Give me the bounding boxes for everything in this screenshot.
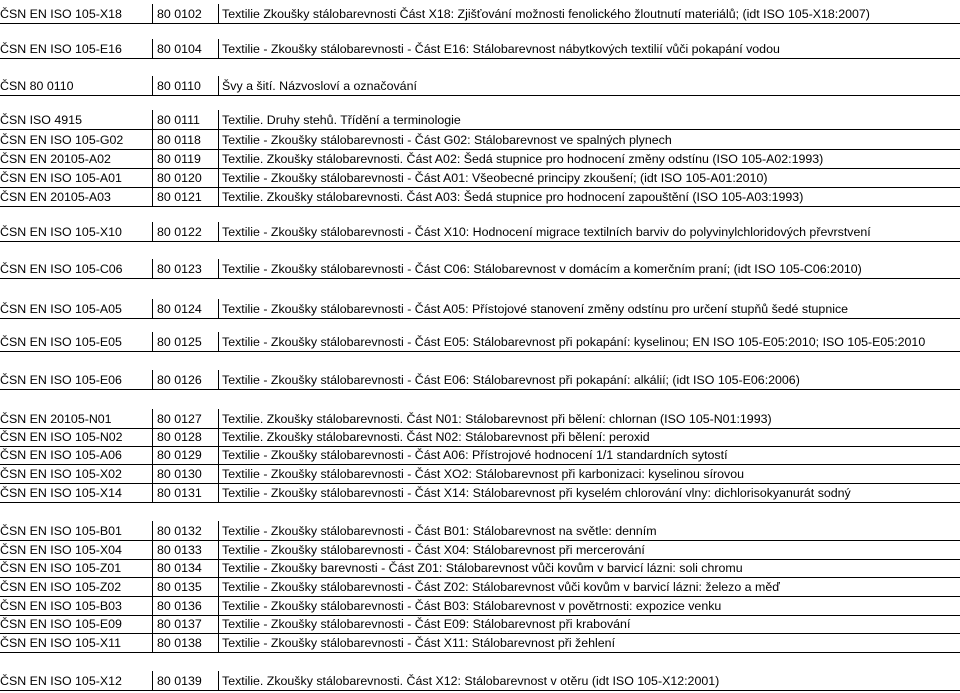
- table-row: [0, 300, 960, 318]
- standard-title: Textilie - Zkoušky stálobarevnosti - Část X14: Stálobarevnost při kyselém chlorování vlny: dichlorisokyanurát sodný: [222, 486, 851, 500]
- classification-number: 80 0134: [157, 559, 217, 577]
- standard-title: Textilie - Zkoušky stálobarevnosti - Část X10: Hodnocení migrace textilních barviv do polyvinylchloridových převrstvení: [222, 225, 871, 239]
- classification-number: 80 0111: [157, 111, 217, 129]
- table-row: [0, 333, 960, 351]
- standard-code: ČSN EN ISO 105-X11: [0, 634, 150, 652]
- standard-title: Textilie. Druhy stehů. Třídění a terminologie: [222, 113, 461, 127]
- standard-code: ČSN EN ISO 105-X14: [0, 484, 150, 502]
- standard-title: Textilie - Zkoušky stálobarevnosti - Část XO2: Stálobarevnost při karbonizaci: kyselinou sírovou: [222, 467, 745, 481]
- standard-title: Textilie - Zkoušky stálobarevnosti - Část E06: Stálobarevnost při pokapání: alkálií; (idt ISO 105-E06:2006): [222, 373, 800, 387]
- classification-number: 80 0125: [157, 333, 217, 351]
- standard-code: ČSN EN ISO 105-A05: [0, 300, 150, 318]
- standard-code: ČSN EN ISO 105-X04: [0, 541, 150, 559]
- standard-code: ČSN EN ISO 105-X02: [0, 465, 150, 483]
- table-row: [0, 541, 960, 559]
- standard-title: Textilie - Zkoušky stálobarevnosti - Část Z02: Stálobarevnost vůči kovům v barvicí lázni: železo a měď: [222, 580, 780, 594]
- classification-number: 80 0104: [157, 40, 217, 58]
- standard-code: ČSN EN ISO 105-Z01: [0, 559, 150, 577]
- classification-number: 80 0102: [157, 5, 217, 23]
- classification-number: 80 0130: [157, 465, 217, 483]
- standard-title: Textilie - Zkoušky stálobarevnosti - Část E05: Stálobarevnost při pokapání: kyselinou; EN ISO 105-E05:2010; ISO 105-E05:2010: [222, 335, 926, 349]
- standard-code: ČSN EN ISO 105-E05: [0, 333, 150, 351]
- standard-title: Textilie - Zkoušky stálobarevnosti - Část B03: Stálobarevnost v povětrnosti: expozice venku: [222, 599, 722, 613]
- classification-number: 80 0127: [157, 410, 217, 428]
- classification-number: 80 0138: [157, 634, 217, 652]
- classification-number: 80 0136: [157, 597, 217, 615]
- standard-title: Textilie - Zkoušky stálobarevnosti - Část E09: Stálobarevnost při krabování: [222, 617, 631, 631]
- table-row: [0, 5, 960, 23]
- table-row: [0, 465, 960, 483]
- standard-code: ČSN EN ISO 105-C06: [0, 260, 150, 278]
- standard-title: Textilie - Zkoušky stálobarevnosti - Část B01: Stálobarevnost na světle: denním: [222, 524, 657, 538]
- table-row: [0, 522, 960, 540]
- standard-title: Textilie - Zkoušky stálobarevnosti - Část A05: Přístojové stanovení změny odstínu pro určení stupňů šedé stupnice: [222, 302, 849, 316]
- table-row: [0, 77, 960, 95]
- table-row: [0, 260, 960, 278]
- standard-code: ČSN EN ISO 105-X10: [0, 223, 150, 241]
- classification-number: 80 0120: [157, 169, 217, 187]
- standard-title: Textilie. Zkoušky stálobarevnosti. Část N02: Stálobarevnost při bělení: peroxid: [222, 430, 650, 444]
- standard-code: ČSN EN ISO 105-A01: [0, 169, 150, 187]
- standard-title: Švy a šití. Názvosloví a označování: [222, 79, 417, 93]
- classification-number: 80 0129: [157, 446, 217, 464]
- classification-number: 80 0110: [157, 77, 217, 95]
- standard-code: ČSN EN ISO 105-B01: [0, 522, 150, 540]
- table-row: [0, 597, 960, 615]
- standard-title: Textilie - Zkoušky stálobarevnosti - Část C06: Stálobarevnost v domácím a komerčním praní; (idt ISO 105-C06:2010): [222, 262, 862, 276]
- table-row: [0, 223, 960, 241]
- table-row: [0, 615, 960, 633]
- table-row: [0, 484, 960, 502]
- standard-code: ČSN EN ISO 105-X18: [0, 5, 150, 23]
- standard-code: ČSN EN 20105-N01: [0, 410, 150, 428]
- standard-code: ČSN EN ISO 105-E16: [0, 40, 150, 58]
- table-row: [0, 559, 960, 577]
- standard-code: ČSN EN ISO 105-A06: [0, 446, 150, 464]
- standard-code: ČSN EN ISO 105-G02: [0, 131, 150, 149]
- classification-number: 80 0132: [157, 522, 217, 540]
- classification-number: 80 0123: [157, 260, 217, 278]
- table-row: [0, 111, 960, 129]
- standard-title: Textilie. Zkoušky stálobarevnosti. Část N01: Stálobarevnost při bělení: chlornan (ISO 105-N01:1993): [222, 412, 772, 426]
- classification-number: 80 0133: [157, 541, 217, 559]
- classification-number: 80 0121: [157, 188, 217, 206]
- classification-number: 80 0139: [157, 672, 217, 690]
- standard-title: Textilie - Zkoušky stálobarevnosti - Část A01: Všeobecné principy zkoušení; (idt ISO 105-A01:2010): [222, 171, 768, 185]
- standard-title: Textilie. Zkoušky stálobarevnosti. Část A02: Šedá stupnice pro hodnocení změny odstínu (ISO 105-A02:1993): [222, 152, 824, 166]
- standard-title: Textilie - Zkoušky stálobarevnosti - Část E16: Stálobarevnost nábytkových textilií vůči pokapání vodou: [222, 42, 780, 56]
- classification-number: 80 0128: [157, 428, 217, 446]
- standard-title: Textilie. Zkoušky stálobarevnosti. Část X12: Stálobarevnost v otěru (idt ISO 105-X12:2001): [222, 674, 720, 688]
- table-row: [0, 131, 960, 149]
- table-row: [0, 150, 960, 168]
- classification-number: 80 0118: [157, 131, 217, 149]
- standard-code: ČSN 80 0110: [0, 77, 150, 95]
- table-row: [0, 634, 960, 652]
- table-row: [0, 188, 960, 206]
- table-row: [0, 578, 960, 596]
- classification-number: 80 0137: [157, 615, 217, 633]
- classification-number: 80 0131: [157, 484, 217, 502]
- classification-number: 80 0119: [157, 150, 217, 168]
- standard-code: ČSN EN ISO 105-B03: [0, 597, 150, 615]
- standard-code: ČSN ISO 4915: [0, 111, 150, 129]
- standard-title: Textilie. Zkoušky stálobarevnosti. Část A03: Šedá stupnice pro hodnocení zapouštění (ISO 105-A03:1993): [222, 190, 804, 204]
- standard-title: Textilie Zkoušky stálobarevnosti Část X18: Zjišťování možnosti fenolického žloutnutí materiálů; (idt ISO 105-X18:2007): [222, 7, 870, 21]
- table-row: [0, 446, 960, 464]
- classification-number: 80 0122: [157, 223, 217, 241]
- classification-number: 80 0124: [157, 300, 217, 318]
- table-row: [0, 672, 960, 690]
- classification-number: 80 0135: [157, 578, 217, 596]
- standard-code: ČSN EN ISO 105-E09: [0, 615, 150, 633]
- table-row: [0, 371, 960, 389]
- standard-title: Textilie - Zkoušky stálobarevnosti - Část A06: Přístrojové hodnocení 1/1 standardních sytostí: [222, 448, 728, 462]
- classification-number: 80 0126: [157, 371, 217, 389]
- standard-title: Textilie - Zkoušky stálobarevnosti - Část G02: Stálobarevnost ve spalných plynech: [222, 133, 672, 147]
- standard-code: ČSN EN ISO 105-N02: [0, 428, 150, 446]
- standard-title: Textilie - Zkoušky stálobarevnosti - Část X11: Stálobarevnost při žehlení: [222, 636, 616, 650]
- standard-code: ČSN EN ISO 105-E06: [0, 371, 150, 389]
- table-row: [0, 40, 960, 58]
- standard-code: ČSN EN ISO 105-X12: [0, 672, 150, 690]
- table-row: [0, 428, 960, 446]
- table-row: [0, 169, 960, 187]
- standard-code: ČSN EN 20105-A02: [0, 150, 150, 168]
- standard-title: Textilie - Zkoušky barevnosti - Část Z01: Stálobarevnost vůči kovům v barvicí lázni: soli chromu: [222, 561, 743, 575]
- standard-code: ČSN EN 20105-A03: [0, 188, 150, 206]
- standard-code: ČSN EN ISO 105-Z02: [0, 578, 150, 596]
- table-row: [0, 410, 960, 428]
- standard-title: Textilie - Zkoušky stálobarevnosti - Část X04: Stálobarevnost při mercerování: [222, 543, 645, 557]
